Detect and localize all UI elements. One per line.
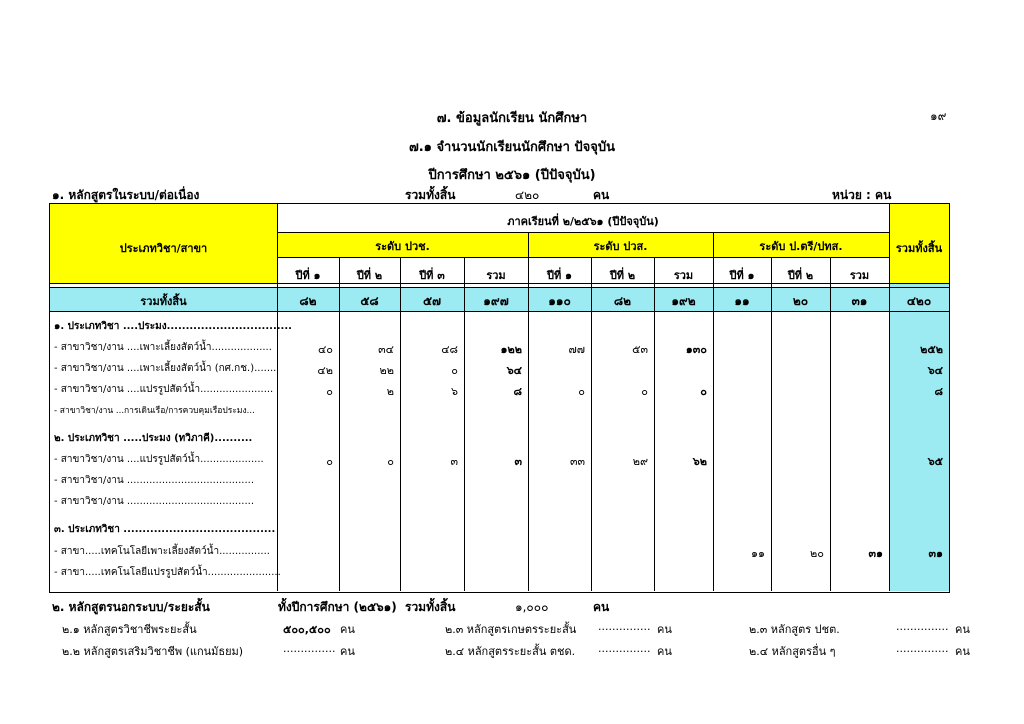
subcol-header: รวม: [486, 269, 506, 282]
grid-hline: [277, 232, 889, 233]
student-table: [49, 203, 950, 593]
total-row-value: ๔๒๐: [906, 294, 932, 308]
total-row-value: ๒๐: [792, 294, 809, 308]
row-value: ๐: [387, 455, 394, 468]
subcol-header: รวม: [849, 269, 870, 282]
grid-vline: [713, 232, 714, 591]
row-label: - สาขา.....เทคโนโลยีเพาะเลี้ยงสัตว์น้ำ................: [54, 546, 270, 557]
row-value: ๐: [326, 455, 333, 468]
academic-year: ปีการศึกษา ๒๕๖๑ (ปีปัจจุบัน): [428, 168, 596, 183]
section2-total-label: รวมทั้งสิ้น: [405, 600, 456, 614]
course-2-4a-value: ...............: [598, 642, 651, 655]
row-value: ๒๕๒: [920, 343, 943, 356]
subcol-header: รวม: [673, 269, 694, 282]
section2-label: ๒. หลักสูตรนอกระบบ/ระยะสั้น: [52, 600, 210, 614]
row-label: - สาขาวิชา/งาน ....แปรรูปสัตว์น้ำ.......................: [54, 384, 274, 395]
header-term: ภาคเรียนที่ ๒/๒๕๖๑ (ปีปัจจุบัน): [507, 215, 659, 228]
row-value: ๒๒: [379, 364, 394, 377]
grid-hline: [50, 283, 949, 284]
row-value: ๗๗: [568, 343, 585, 356]
course-2-3b-value: ...............: [896, 620, 949, 633]
section1-total-value: ๔๒๐: [515, 188, 540, 202]
row-value: ๔๘: [441, 343, 458, 356]
subcol-header: ปีที่ ๒: [609, 269, 636, 282]
row-value: ๖๔: [927, 364, 943, 377]
course-2-3a-value: ...............: [598, 620, 651, 633]
page-title: ๗. ข้อมูลนักเรียน นักศึกษา: [436, 111, 588, 126]
total-row-label: รวมทั้งสิ้น: [140, 295, 187, 308]
row-value: ๔๒: [317, 364, 333, 377]
row-label: - สาขาวิชา/งาน ........................................: [54, 496, 255, 507]
row-label: - สาขา.....เทคโนโลยีแปรรูปสัตว์น้ำ.......................: [54, 567, 281, 578]
row-label: ๑. ประเภทวิชา ....ประมง.................................: [54, 321, 292, 332]
grid-hline: [277, 257, 889, 258]
header-level-high-vocational: ระดับ ปวส.: [593, 240, 648, 253]
row-value: ๒๙: [632, 455, 648, 468]
row-value: ๘: [934, 385, 943, 398]
section2-total-value: ๑,๐๐๐: [515, 600, 549, 614]
section2-year-label: ทั้งปีการศึกษา (๒๕๖๑): [278, 600, 397, 614]
row-label: - สาขาวิชา/งาน ....แปรรูปสัตว์น้ำ....................: [54, 454, 264, 465]
row-value: ๖๔: [506, 364, 522, 377]
row-value: ๓: [514, 455, 522, 468]
total-row-value: ๑๙๒: [671, 294, 696, 308]
row-label: - สาขาวิชา/งาน ....เพาะเลี้ยงสัตว์น้ำ...................: [54, 342, 272, 353]
course-2-4b-unit: คน: [955, 645, 970, 658]
row-value: ๖: [451, 385, 458, 398]
row-label: ๓. ประเภทวิชา ........................................: [54, 524, 276, 535]
subcol-header: ปีที่ ๑: [295, 269, 321, 282]
course-2-1-value: ๕๐๐,๕๐๐: [283, 623, 331, 636]
subcol-header: ปีที่ ๓: [419, 269, 445, 282]
total-row-value: ๕๘: [360, 294, 379, 308]
course-2-3a-unit: คน: [657, 623, 672, 636]
grid-vline: [528, 232, 529, 591]
course-2-3b-unit: คน: [955, 623, 970, 636]
section2-unit: คน: [593, 600, 610, 614]
row-value: ๑๓๐: [685, 343, 707, 356]
row-label: - สาขาวิชา/งาน ........................................: [54, 475, 255, 486]
course-2-2-label: ๒.๒ หลักสูตรเสริมวิชาชีพ (แกนมัธยม): [62, 645, 244, 658]
row-value: ๓๔: [378, 343, 394, 356]
course-2-3b-label: ๒.๓ หลักสูตร ปชต.: [749, 623, 840, 636]
row-value: ๓๑: [928, 547, 943, 560]
row-value: ๓๓: [569, 455, 585, 468]
row-label: - สาขาวิชา/งาน ...การเดินเรือ/การควบคุมเรือประมง...: [54, 406, 255, 416]
section1-unit: คน: [593, 188, 610, 202]
course-2-4a-label: ๒.๔ หลักสูตรระยะสั้น ตชด.: [445, 645, 576, 658]
subcol-header: ปีที่ ๒: [356, 269, 383, 282]
total-row-value: ๑๑๐: [548, 294, 571, 308]
course-2-1-unit: คน: [340, 623, 355, 636]
row-value: ๔๐: [317, 343, 333, 356]
page-number: ๑๙: [930, 109, 947, 123]
row-value: ๒๐: [810, 547, 824, 560]
course-2-4b-value: ...............: [896, 642, 949, 655]
header-type: ประเภทวิชา/สาขา: [119, 242, 208, 255]
row-value: ๐: [700, 385, 707, 398]
row-value: ๐: [578, 385, 585, 398]
row-label: - สาขาวิชา/งาน ....เพาะเลี้ยงสัตว์น้ำ (กศ.กช.).......: [54, 363, 277, 374]
section1-label: ๑. หลักสูตรในระบบ/ต่อเนื่อง: [52, 188, 200, 202]
total-row-value: ๑๑: [734, 294, 750, 308]
row-value: ๐: [326, 385, 333, 398]
subcol-header: ปีที่ ๒: [787, 269, 814, 282]
row-value: ๑๑: [751, 547, 765, 560]
subcol-header: ปีที่ ๑: [546, 269, 573, 282]
row-value: ๒: [386, 385, 394, 398]
row-value: ๕๓: [632, 343, 648, 356]
row-value: ๑๒๒: [500, 343, 522, 356]
course-2-1-label: ๒.๑ หลักสูตรวิชาชีพระยะสั้น: [62, 623, 197, 636]
row-value: ๖๒: [692, 455, 707, 468]
row-label: ๒. ประเภทวิชา .....ประมง (ทวิภาคี)..........: [54, 433, 253, 444]
row-value: ๓๑: [868, 547, 883, 560]
total-row-value: ๓๑: [851, 294, 868, 308]
header-grand-total: รวมทั้งสิ้น: [895, 242, 943, 255]
total-row-value: ๘๒: [613, 294, 632, 308]
course-2-4a-unit: คน: [657, 645, 672, 658]
total-row-value: ๘๒: [299, 294, 317, 308]
course-2-3a-label: ๒.๓ หลักสูตรเกษตรระยะสั้น: [445, 623, 577, 636]
row-value: ๐: [451, 364, 458, 377]
page-subtitle: ๗.๑ จำนวนนักเรียนนักศึกษา ปัจจุบัน: [408, 140, 616, 155]
course-2-2-unit: คน: [340, 645, 355, 658]
row-value: ๖๕: [927, 455, 943, 468]
grid-hline: [50, 287, 949, 288]
unit-label: หน่วย : คน: [832, 188, 892, 202]
course-2-4b-label: ๒.๔ หลักสูตรอื่น ๆ: [749, 645, 836, 658]
row-value: ๐: [641, 385, 648, 398]
total-row-value: ๕๗: [422, 294, 442, 308]
section1-total-label: รวมทั้งสิ้น: [405, 188, 456, 202]
total-row-value: ๑๙๗: [483, 294, 509, 308]
header-level-vocational: ระดับ ปวช.: [375, 240, 430, 253]
grid-hline: [50, 311, 949, 312]
row-value: ๓: [450, 455, 458, 468]
course-2-2-value: ...............: [283, 642, 336, 655]
row-value: ๘: [513, 385, 522, 398]
header-level-bachelor: ระดับ ป.ตรี/ปทส.: [759, 240, 843, 253]
subcol-header: ปีที่ ๑: [729, 269, 755, 282]
